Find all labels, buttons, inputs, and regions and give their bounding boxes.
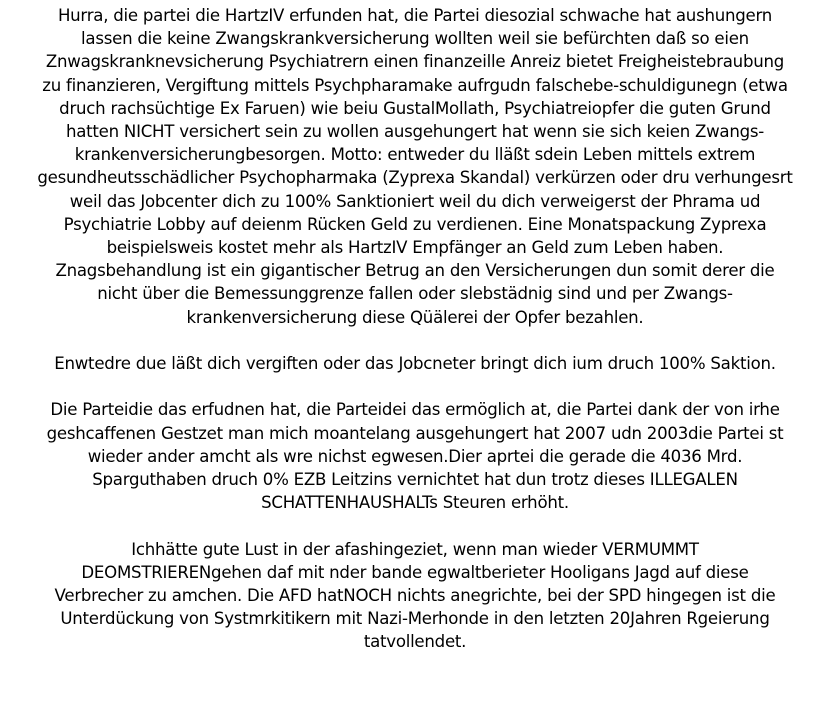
text-line: Hurra, die partei die HartzIV erfunden hat, die Partei diesozial schwache hat aushungern: [57, 6, 773, 25]
paragraph-3: [8, 398, 822, 514]
text-line: krankenversicherung diese Qüälerei der Opfer bezahlen.: [186, 307, 644, 327]
text-line: Verbrecher zu amchen. Die AFD hatNOCH nichts anegrichte, bei der SPD hingegen ist die: [54, 586, 776, 606]
text-line: Psychiatrie Lobby auf deienm Rücken Geld zu verdienen. Eine Monatspackung Zyprexa: [63, 214, 767, 234]
text-line: Enwtedre due läßt dich vergiften oder das Jobcneter bringt dich ium druch 100% Saktion.: [54, 354, 776, 374]
text-line: wieder ander amcht als wre nichst egwesen.Dier aprtei die gerade die 4036 Mrd.: [87, 446, 743, 466]
text-line: geshcaffenen Gestzet man mich moantelang ausgehungert hat 2007 udn 2003die Partei st: [46, 423, 784, 443]
text-line: DEOMSTRIERENgehen daf mit nder bande egwaltberieter Hooligans Jagd auf diese: [81, 562, 749, 582]
text-line: hatten NICHT versichert sein zu wollen ausgehungert hat wenn sie sich keien Zwangs-: [65, 122, 765, 142]
text-line: tatvollendet.: [363, 632, 467, 652]
paragraph-1: [8, 4, 822, 329]
text-line: krankenversicherungbesorgen. Motto: entweder du lläßt sdein Leben mittels extrem: [74, 145, 756, 165]
text-line: Die Parteidie das erfudnen hat, die Parteidei das ermöglich at, die Partei dank der von irhe: [50, 400, 780, 420]
text-line: Unterdückung von Systmrkitikern mit Nazi-Merhonde in den letzten 20Jahren Rgeierung: [60, 609, 770, 629]
paragraph-4: [8, 538, 822, 654]
text-line: gesundheutsschädlicher Psychopharmaka (Zyprexa Skandal) verkürzen oder dru verhungesrt: [37, 168, 793, 188]
text-line: Znwagskranknevsicherung Psychiatrern einen finanzeille Anreiz bietet Freigheistebraubung: [45, 52, 785, 72]
text-line: SCHATTENHAUSHALTs Steuren erhöht.: [261, 493, 569, 513]
text-line: Ichhätte gute Lust in der afashingeziet, wenn man wieder VERMUMMT: [131, 539, 699, 559]
text-line: druch rachsüchtige Ex Faruen) wie beiu GustalMollath, Psychiatreiopfer die guten Grund: [59, 98, 771, 118]
text-line: Sparguthaben druch 0% EZB Leitzins vernichtet hat dun trotz dieses ILLEGALEN: [92, 470, 738, 490]
text-line: beispielsweis kostet mehr als HartzIV Empfänger an Geld zum Leben haben.: [106, 238, 724, 258]
text-line: zu finanzieren, Vergiftung mittels Psychpharamake aufrgudn falschebe-schuldigunegn (etwa: [42, 75, 788, 95]
text-line: Znagsbehandlung ist ein gigantischer Betrug an den Versicherungen dun somit derer die: [55, 261, 775, 281]
paragraph-2: [8, 352, 822, 375]
text-line: weil das Jobcenter dich zu 100% Sanktioniert weil du dich verweigerst der Phrama ud: [69, 191, 761, 211]
text-line: nicht über die Bemessunggrenze fallen oder slebstädnig sind und per Zwangs-: [97, 284, 733, 304]
text-line: lassen die keine Zwangskrankversicherung wollten weil sie befürchten daß so eien: [81, 29, 749, 49]
